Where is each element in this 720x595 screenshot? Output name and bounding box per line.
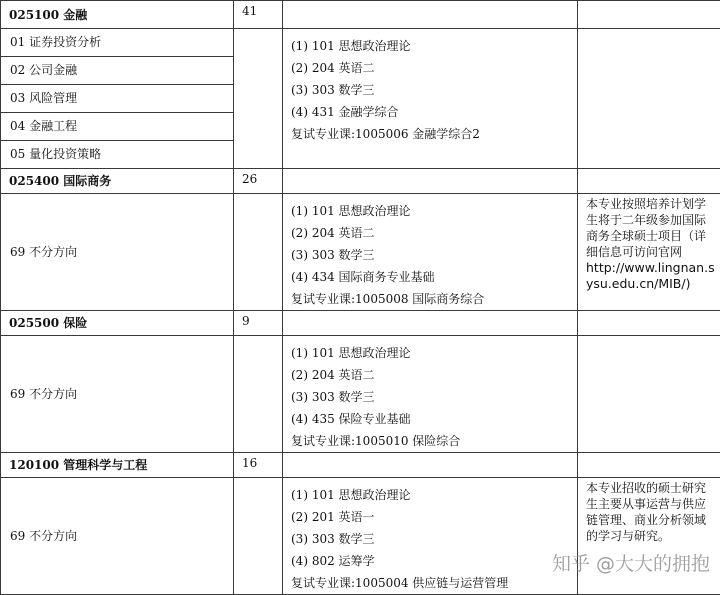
retest-subject: 复试专业课:1005010 保险综合: [291, 430, 577, 452]
major-detail-row: [1, 194, 720, 311]
retest-subject: 复试专业课:1005008 国际商务综合: [291, 288, 577, 310]
enrollment-count: 16: [234, 453, 283, 478]
exam-subject: (3) 303 数学三: [291, 244, 577, 266]
direction-item: 05 量化投资策略: [1, 141, 233, 168]
empty-cell: [283, 169, 578, 194]
exam-subject: (4) 431 金融学综合: [291, 101, 577, 123]
enrollment-count: 41: [234, 1, 283, 29]
exam-subject: (1) 101 思想政治理论: [291, 484, 577, 506]
note-line: 商务全球硕士项目（详: [586, 228, 716, 244]
major-header-row: [1, 169, 720, 194]
exam-subject: (2) 204 英语二: [291, 222, 577, 244]
note-line: 的学习与研究。: [586, 528, 716, 544]
exam-subject: (1) 101 思想政治理论: [291, 35, 577, 57]
note-cell: [578, 194, 720, 311]
note-line: 本专业按照培养计划学: [586, 196, 716, 212]
exam-subject: (4) 435 保险专业基础: [291, 408, 577, 430]
direction-item: 69 不分方向: [1, 194, 234, 311]
note-cell: [578, 336, 720, 453]
exam-subject: (2) 204 英语二: [291, 364, 577, 386]
major-detail-row: [1, 478, 720, 595]
note-line: 生将于二年级参加国际: [586, 212, 716, 228]
empty-cell: [283, 311, 578, 336]
exam-subject: (3) 303 数学三: [291, 79, 577, 101]
direction-item: 69 不分方向: [1, 336, 234, 453]
exam-subjects-cell: [283, 478, 578, 595]
watermark: 知乎 @大大的拥抱: [552, 549, 710, 576]
retest-subject: 复试专业课:1005006 金融学综合2: [291, 123, 577, 145]
exam-subject: (2) 204 英语二: [291, 57, 577, 79]
direction-item: 69 不分方向: [1, 478, 234, 595]
note-line: 本专业招收的硕士研究: [586, 480, 716, 496]
note-line: http://www.lingnan.s: [586, 260, 716, 276]
enrollment-count: 26: [234, 169, 283, 194]
exam-subject: (4) 802 运筹学: [291, 550, 577, 572]
note-cell: [578, 29, 720, 169]
direction-item: 01 证券投资分析: [1, 29, 233, 57]
exam-subject: (2) 201 英语一: [291, 506, 577, 528]
empty-cell: [283, 453, 578, 478]
note-cell: [578, 478, 720, 595]
empty-cell: [578, 311, 720, 336]
exam-subject: (3) 303 数学三: [291, 386, 577, 408]
exam-subjects-cell: [283, 29, 578, 169]
major-detail-row: [1, 29, 720, 169]
exam-subject: (3) 303 数学三: [291, 528, 577, 550]
direction-item: 04 金融工程: [1, 113, 233, 141]
major-header-row: [1, 1, 720, 29]
major-name: 025400 国际商务: [1, 169, 234, 194]
directions-cell: [1, 29, 234, 169]
major-header-row: [1, 453, 720, 478]
major-name: 025500 保险: [1, 311, 234, 336]
major-name: 025100 金融: [1, 1, 234, 29]
direction-item: 02 公司金融: [1, 57, 233, 85]
retest-subject: 复试专业课:1005004 供应链与运营管理: [291, 572, 577, 594]
empty-cell: [234, 194, 283, 311]
note-line: 链管理、商业分析领域: [586, 512, 716, 528]
major-detail-row: [1, 336, 720, 453]
empty-cell: [283, 1, 578, 29]
exam-subject: (1) 101 思想政治理论: [291, 200, 577, 222]
exam-subject: (4) 434 国际商务专业基础: [291, 266, 577, 288]
direction-item: 03 风险管理: [1, 85, 233, 113]
exam-subjects-cell: [283, 336, 578, 453]
empty-cell: [234, 478, 283, 595]
note-line: 生主要从事运营与供应: [586, 496, 716, 512]
empty-cell: [578, 169, 720, 194]
empty-cell: [578, 453, 720, 478]
major-header-row: [1, 311, 720, 336]
exam-subject: (1) 101 思想政治理论: [291, 342, 577, 364]
enrollment-count: 9: [234, 311, 283, 336]
empty-cell: [234, 336, 283, 453]
empty-cell: [578, 1, 720, 29]
note-line: ysu.edu.cn/MIB/): [586, 276, 716, 292]
major-name: 120100 管理科学与工程: [1, 453, 234, 478]
empty-cell: [234, 29, 283, 169]
exam-subjects-cell: [283, 194, 578, 311]
note-line: 细信息可访问官网: [586, 244, 716, 260]
